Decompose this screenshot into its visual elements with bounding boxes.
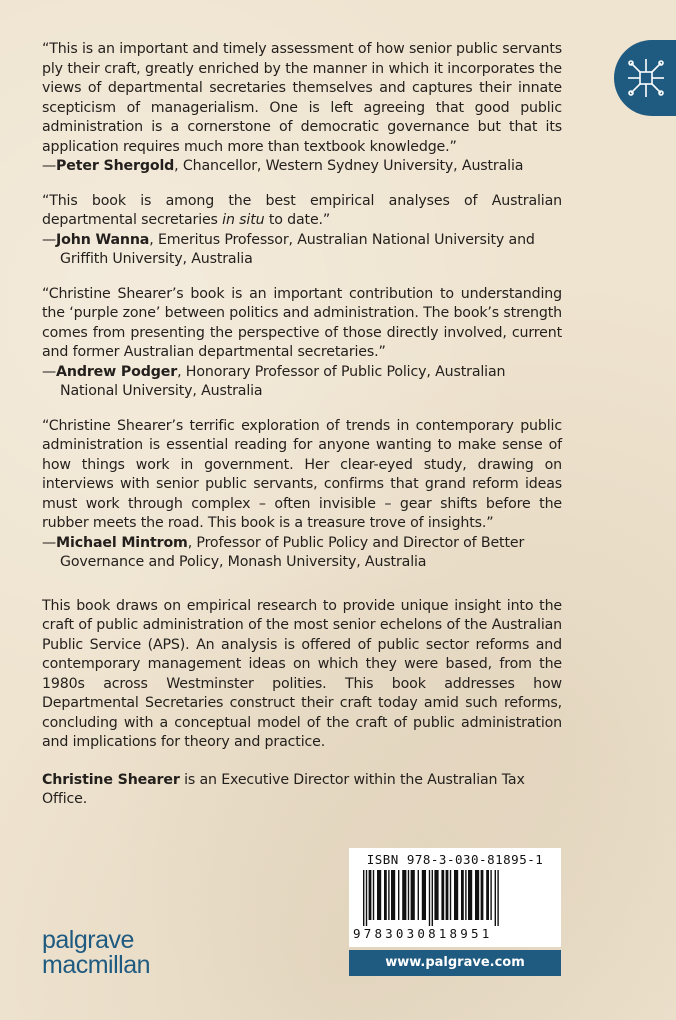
barcode-bar <box>384 870 387 920</box>
logo-line-1: palgrave <box>42 926 134 954</box>
author-bio <box>42 771 562 810</box>
quote-author: John Wanna <box>56 231 150 248</box>
network-icon <box>626 54 666 102</box>
barcode-bar <box>465 870 466 920</box>
barcode-bar <box>454 870 458 920</box>
barcode-bars <box>355 870 555 926</box>
author-bio-text: is an Executive Director within the Australian Tax Office. <box>42 771 525 807</box>
quote-text: “This is an important and timely assessment of how senior public servants ply their craft, greatly enriched by the manner in which it incorporates the views of departmental secretaries themselves and captures their innate scepticism of managerialism. One is left agreeing that good public administration is a cornerstone of democratic governance but that its application requires much more than textbook knowledge.” <box>42 41 562 155</box>
quote-author: Peter Shergold <box>56 158 175 174</box>
logo-line-2: macmillan <box>42 951 151 979</box>
barcode-bar <box>441 870 444 920</box>
quote-attribution <box>42 231 562 270</box>
attrib-dash: — <box>42 158 57 174</box>
quote-attribution <box>42 157 562 177</box>
isbn-label: ISBN 978-3-030-81895-1 <box>366 852 544 867</box>
barcode-bar <box>391 870 395 920</box>
barcode-bar <box>388 870 389 920</box>
publisher-url[interactable]: www.palgrave.com <box>349 950 561 976</box>
endorsement-wanna <box>42 192 562 270</box>
barcode-bar <box>432 870 433 926</box>
endorsement-shergold <box>42 40 562 177</box>
quote-attribution <box>42 534 562 573</box>
book-description: This book draws on empirical research to provide unique insight into the craft of public administration of the most senior echelons of the Australian Public Service (APS). An analysis is offered of public sector reforms and contemporary management ideas on which they were based, from the 1980s across Westminster polities. This book addresses how Departmental Secretaries construct their craft today amid such reforms, concluding with a conceptual model of the craft of public administration and implications for theory and practice. <box>42 597 562 750</box>
quote-role: , Professor of Public Policy and Director of Better Governance and Policy, Monash University, Australia <box>60 534 525 570</box>
barcode-bar <box>373 870 374 920</box>
barcode-bar <box>475 870 479 920</box>
quote-text-part: to date.” <box>264 212 331 228</box>
barcode-bar <box>402 870 406 920</box>
attrib-dash: — <box>42 363 57 380</box>
barcode-bar <box>461 870 464 920</box>
quote-text: “Christine Shearer’s terrific exploration of trends in contemporary public administration is essential reading for anyone wanting to make sense of how things work in government. Her clear-eyed study, drawing on interviews with senior public servants, confirms that grand reform ideas must work through complex – often invisible – gear shifts before the rubber meets the road. This book is a treasure trove of insights.” <box>42 417 562 531</box>
barcode-bar <box>446 870 449 920</box>
author-name: Christine Shearer <box>42 771 180 788</box>
barcode-bar <box>408 870 409 920</box>
barcode-bar <box>497 870 498 926</box>
barcode-bar <box>486 870 489 920</box>
barcode-bar <box>490 870 491 920</box>
attrib-dash: — <box>42 534 57 551</box>
quote-text-part: “This book is among the best empirical analyses of Australian departmental secretaries <box>42 192 562 228</box>
corner-badge <box>614 40 676 116</box>
barcode-bar <box>398 870 399 920</box>
barcode-bar <box>418 870 419 920</box>
isbn-barcode <box>349 848 561 947</box>
quote-text: “Christine Shearer’s book is an important contribution to understanding the ‘purple zone’ between politics and administration. The book’s strength comes from presenting the perspective of those directly involved, current and former Australian departmental secretaries.” <box>42 285 562 360</box>
barcode-bar <box>369 870 372 920</box>
barcode-bar <box>429 870 430 926</box>
publisher-logo <box>42 928 150 978</box>
barcode-bar <box>495 870 496 926</box>
barcode-bar <box>363 870 364 926</box>
isbn-digits: 9783030818951 <box>353 926 493 941</box>
quote-text-italic: in situ <box>222 212 265 228</box>
quote-role: , Emeritus Professor, Australian National University and Griffith University, Australia <box>60 231 535 267</box>
attrib-dash: — <box>42 231 57 248</box>
quote-author: Michael Mintrom <box>56 534 188 551</box>
endorsement-mintrom <box>42 417 562 573</box>
barcode-bar <box>422 870 426 920</box>
quote-attribution <box>42 363 562 402</box>
barcode-bar <box>411 870 415 920</box>
barcode-bar <box>468 870 472 920</box>
quote-text <box>42 192 562 231</box>
endorsement-podger <box>42 285 562 402</box>
barcode-bar <box>377 870 381 920</box>
barcode-bar <box>481 870 484 920</box>
quote-role: , Chancellor, Western Sydney University, Australia <box>174 158 524 174</box>
barcode-bar <box>366 870 367 926</box>
barcode-bar <box>450 870 451 920</box>
back-cover-text <box>42 40 562 810</box>
quote-author: Andrew Podger <box>56 363 178 380</box>
quote-role: , Honorary Professor of Public Policy, Australian National University, Australia <box>60 363 506 399</box>
barcode-bar <box>434 870 438 920</box>
